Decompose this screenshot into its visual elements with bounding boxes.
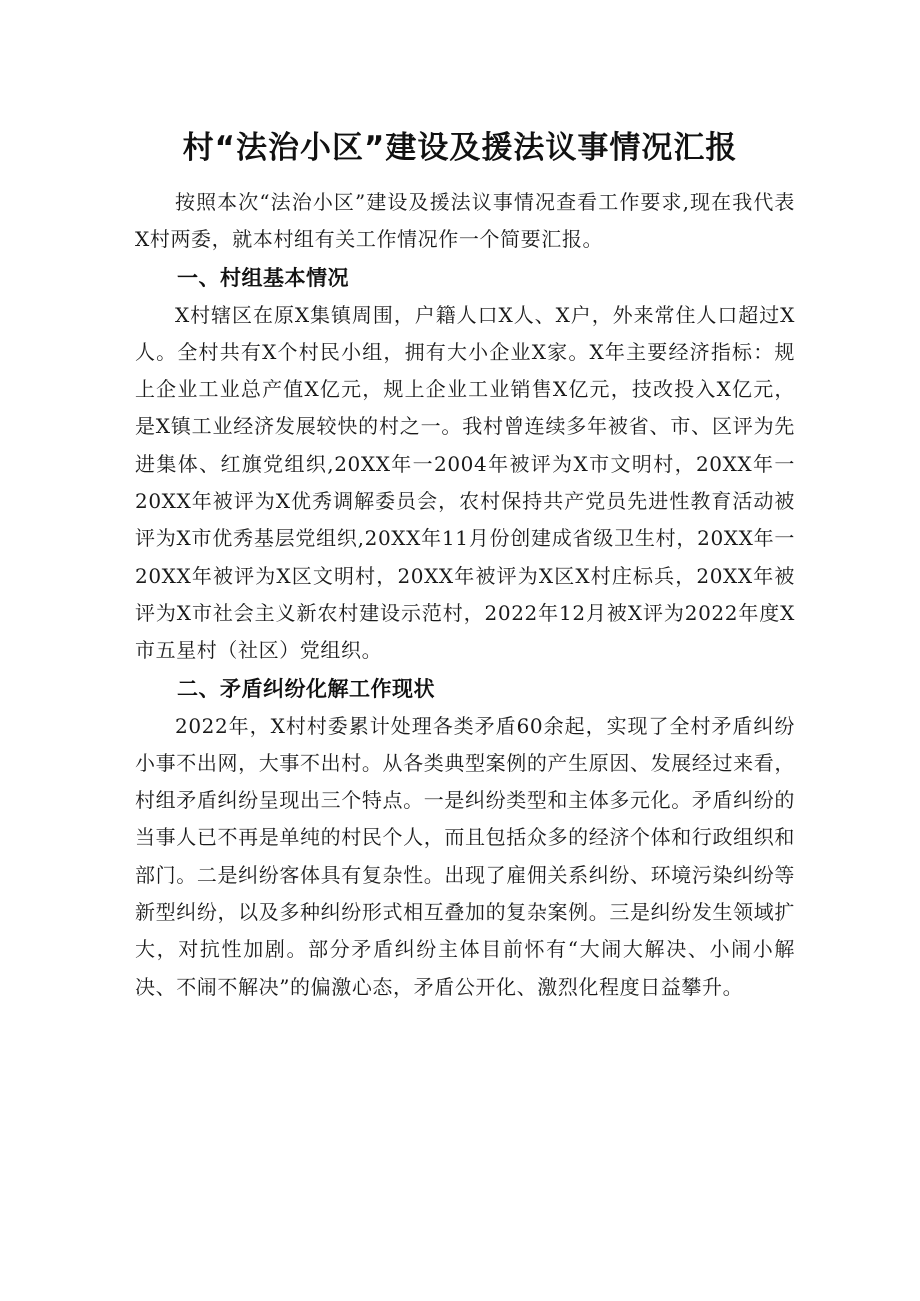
document-body [135,184,795,1006]
section-heading-basic-info: 一、村组基本情况 [177,265,349,290]
document-title: 村“法治小区”建设及援法议事情况汇报 [182,130,738,166]
section-heading-dispute-status: 二、矛盾纠纷化解工作现状 [177,676,435,701]
section-paragraph-dispute-status: 2022年，X村村委累计处理各类矛盾60余起，实现了全村矛盾纠纷小事不出网，大事不出村。从各类典型案例的产生原因、发展经过来看，村组矛盾纠纷呈现出三个特点。一是纠纷类型和主体多元化。矛盾纠纷的当事人已不再是单纯的村民个人，而且包括众多的经济个体和行政组织和部门。二是纠纷客体具有复杂性。出现了雇佣关系纠纷、环境污染纠纷等新型纠纷，以及多种纠纷形式相互叠加的复杂案例。三是纠纷发生领域扩大，对抗性加剧。部分矛盾纠纷主体目前怀有“大闹大解决、小闹小解决、不闹不解决”的偏激心态，矛盾公开化、激烈化程度日益攀升。 [135,713,795,999]
intro-paragraph: 按照本次“法治小区”建设及援法议事情况查看工作要求,现在我代表X村两委，就本村组有关工作情况作一个简要汇报。 [135,190,795,252]
section-paragraph-basic-info: X村辖区在原X集镇周围，户籍人口X人、X户，外来常住人口超过X人。全村共有X个村民小组，拥有大小企业X家。X年主要经济指标：规上企业工业总产值X亿元，规上企业工业销售X亿元，技改投入X亿元，是X镇工业经济发展较快的村之一。我村曾连续多年被省、市、区评为先进集体、红旗党组织,20XX年一2004年被评为X市文明村，20XX年一20XX年被评为X优秀调解委员会，农村保持共产党员先进性教育活动被评为X市优秀基层党组织,20XX年11月份创建成省级卫生村，20XX年一20XX年被评为X区文明村，20XX年被评为X区X村庄标兵，20XX年被评为X市社会主义新农村建设示范村，2022年12月被X评为2022年度X市五星村（社区）党组织。 [135,302,795,663]
